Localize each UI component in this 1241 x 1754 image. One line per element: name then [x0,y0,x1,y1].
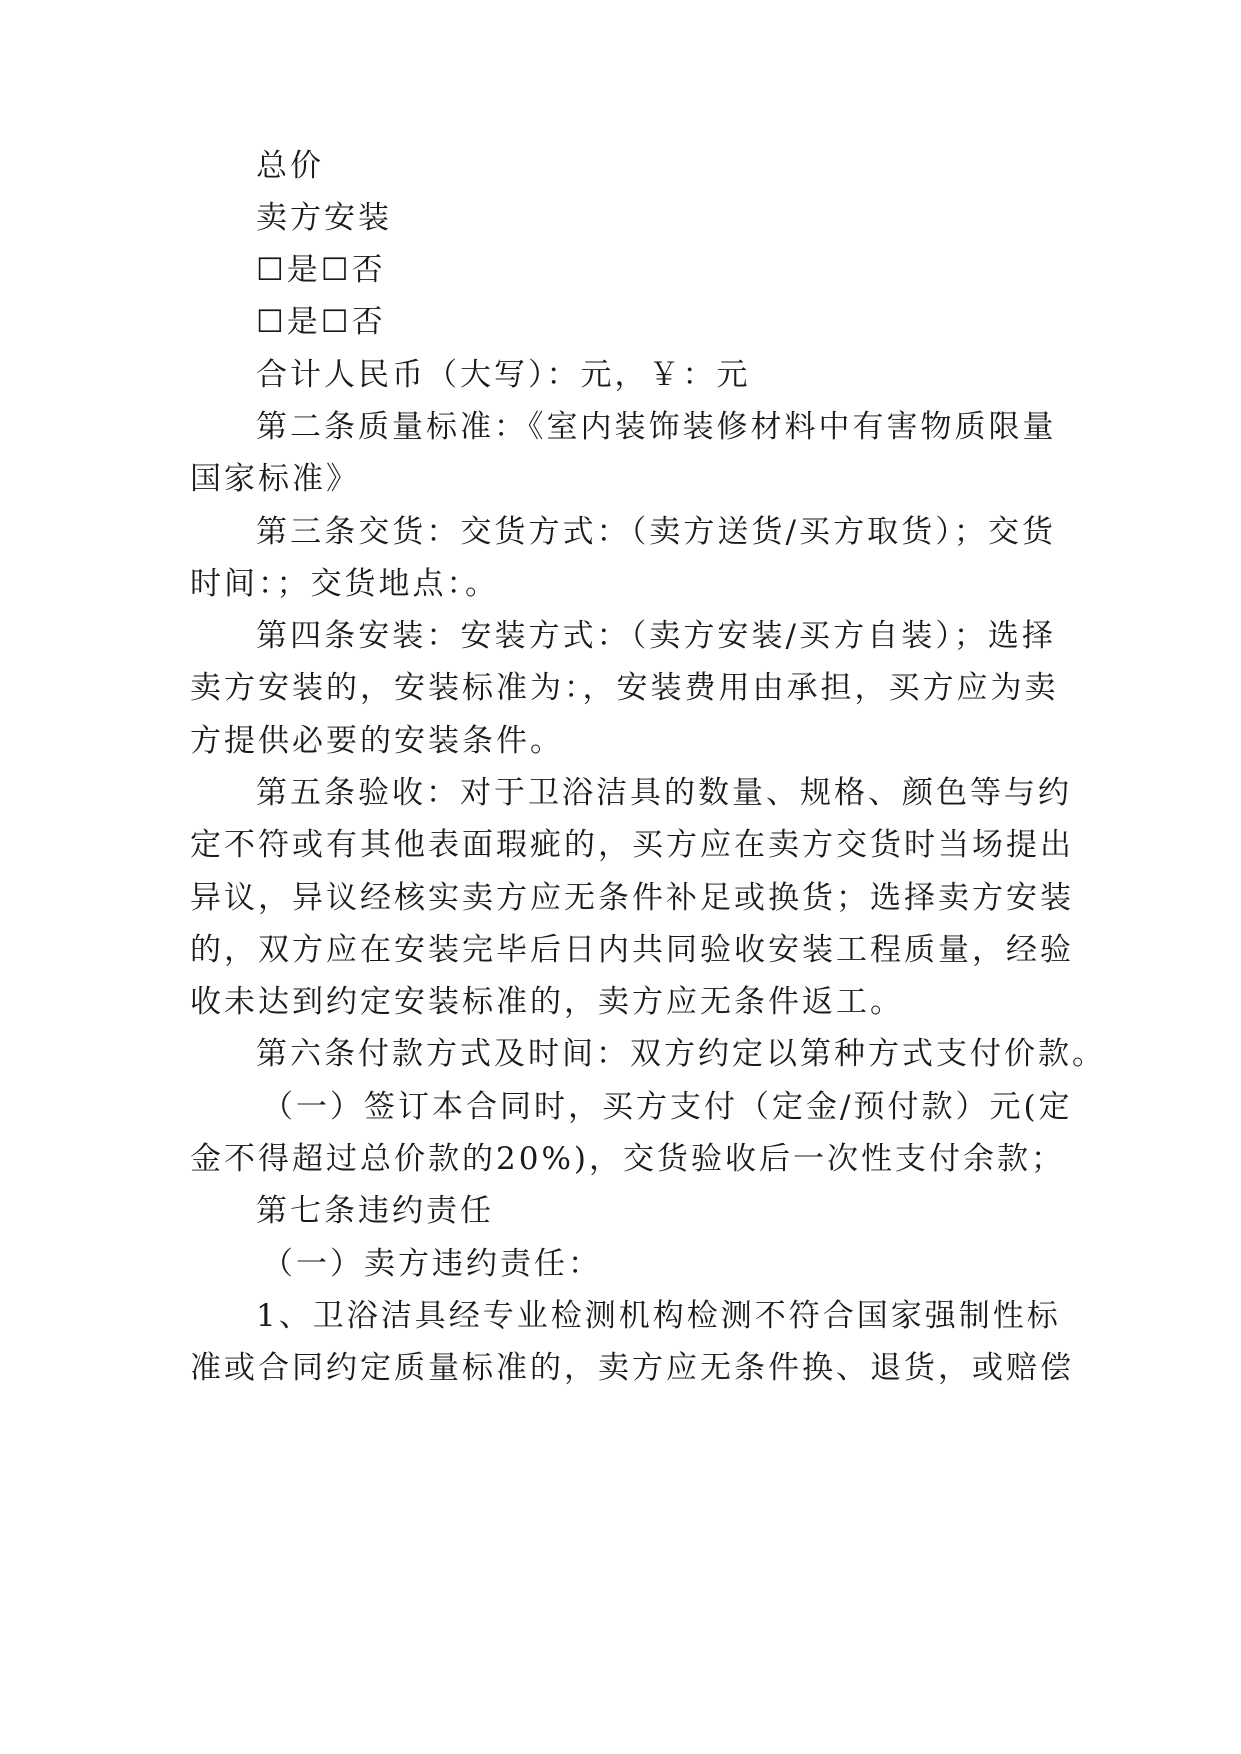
text-line: （一）卖方违约责任： [262,1246,602,1282]
text-line: 卖方安装 [256,200,392,236]
text-line: 总价 [256,148,324,184]
text-line: 第七条违约责任 [256,1193,494,1229]
text-line: 1、卫浴洁具经专业检测机构检测不符合国家强制性标 [256,1298,1061,1334]
text-line: 时间：；交货地点：。 [190,566,499,602]
text-line: 收未达到约定安装标准的，卖方应无条件返工。 [190,984,904,1020]
text-line: 第三条交货：交货方式：（卖方送货/买方取货）；交货 [256,514,1056,550]
text-line: 合计人民币（大写）：元，￥：元 [256,357,751,393]
text-line: 第六条付款方式及时间：双方约定以第种方式支付价款。 [256,1036,1106,1072]
text-line: 准或合同约定质量标准的，卖方应无条件换、退货，或赔偿 [190,1350,1074,1386]
text-line: 卖方安装的，安装标准为：，安装费用由承担，买方应为卖 [190,670,1059,706]
text-line: 第二条质量标准：《室内装饰装修材料中有害物质限量 [256,409,1057,445]
text-line: ☐是☐否 [256,252,386,288]
text-line: 定不符或有其他表面瑕疵的，买方应在卖方交货时当场提出 [190,827,1074,863]
text-line: 第四条安装：安装方式：（卖方安装/买方自装）；选择 [256,618,1056,654]
text-line: 国家标准》 [190,461,360,497]
text-line: 第五条验收：对于卫浴洁具的数量、规格、颜色等与约 [256,775,1072,811]
text-line: 金不得超过总价款的20%)，交货验收后一次性支付余款； [190,1141,1065,1177]
text-line: （一）签订本合同时，买方支付（定金/预付款）元(定 [262,1089,1073,1125]
text-line: 的，双方应在安装完毕后日内共同验收安装工程质量，经验 [190,932,1074,968]
text-line: 异议，异议经核实卖方应无条件补足或换货；选择卖方安装 [190,880,1074,916]
text-line: ☐是☐否 [256,304,386,340]
text-line: 方提供必要的安装条件。 [190,723,564,759]
